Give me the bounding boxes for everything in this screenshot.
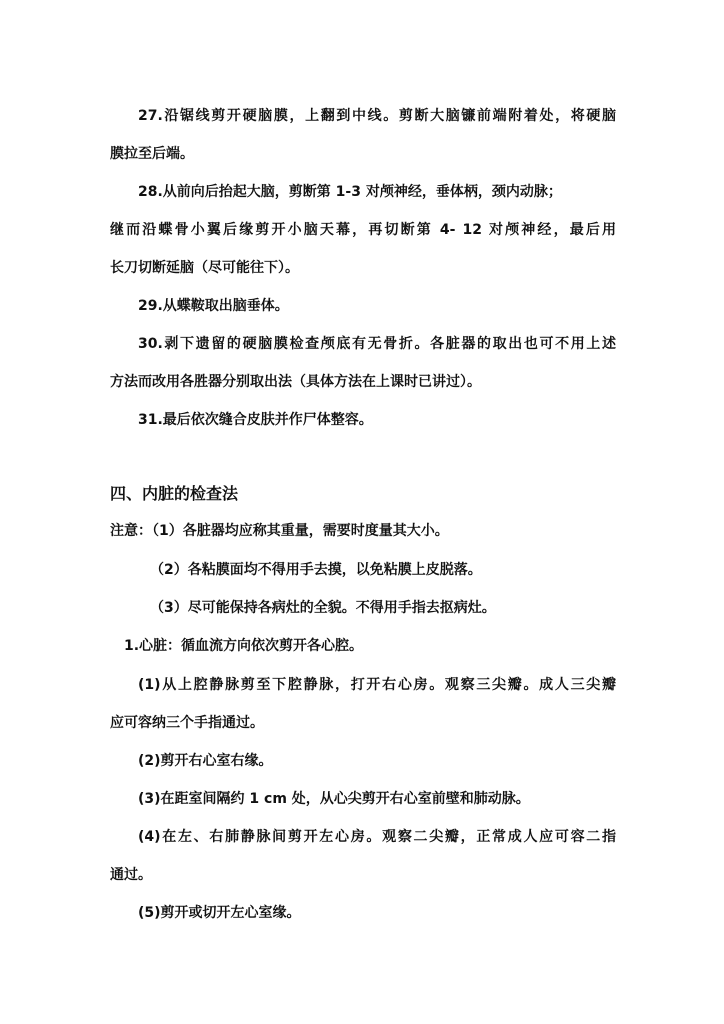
heart-step-1-line-2: 应可容纳三个手指通过。 xyxy=(110,715,264,731)
heart-step-4-line-2: 通过。 xyxy=(110,867,152,883)
note-1: 注意：（1）各脏器均应称其重量，需要时度量其大小。 xyxy=(110,523,449,539)
paragraph-30-line-1: 30.剥下遗留的硬脑膜检查颅底有无骨折。各脏器的取出也可不用上述 xyxy=(138,336,616,352)
heart-heading: 1.心脏：循血流方向依次剪开各心腔。 xyxy=(124,638,364,654)
section-heading: 四、内脏的检查法 xyxy=(110,484,239,503)
paragraph-28-line-2: 继而沿蝶骨小翼后缘剪开小脑天幕，再切断第 4- 12 对颅神经，最后用 xyxy=(110,222,616,238)
note-2: （2）各粘膜面均不得用手去摸，以免粘膜上皮脱落。 xyxy=(150,562,482,578)
paragraph-28-line-3: 长刀切断延脑（尽可能往下）。 xyxy=(110,260,299,276)
heart-step-4-line-1: (4)在左、右肺静脉间剪开左心房。观察二尖瓣，正常成人应可容二指 xyxy=(138,829,616,845)
heart-step-1-line-1: (1)从上腔静脉剪至下腔静脉，打开右心房。观察三尖瓣。成人三尖瓣 xyxy=(138,677,616,693)
paragraph-30-line-2: 方法而改用各胜器分别取出法（具体方法在上课时已讲过）。 xyxy=(110,374,481,390)
note-3: （3）尽可能保持各病灶的全貌。不得用手指去抠病灶。 xyxy=(150,600,496,616)
paragraph-29: 29.从蝶鞍取出脑垂体。 xyxy=(138,298,289,314)
heart-step-2: (2)剪开右心室右缘。 xyxy=(138,753,273,769)
paragraph-27-line-1: 27.沿锯线剪开硬脑膜，上翻到中线。剪断大脑镰前端附着处，将硬脑 xyxy=(138,108,616,124)
paragraph-27-line-2: 膜拉至后端。 xyxy=(110,146,194,162)
heart-step-5: (5)剪开或切开左心室缘。 xyxy=(138,905,301,921)
paragraph-28-line-1: 28.从前向后抬起大脑，剪断第 1-3 对颅神经，垂体柄，颈内动脉； xyxy=(138,184,562,200)
paragraph-31: 31.最后依次缝合皮肤并作尸体整容。 xyxy=(138,412,373,428)
heart-step-3: (3)在距室间隔约 1 cm 处，从心尖剪开右心室前壁和肺动脉。 xyxy=(138,791,530,807)
